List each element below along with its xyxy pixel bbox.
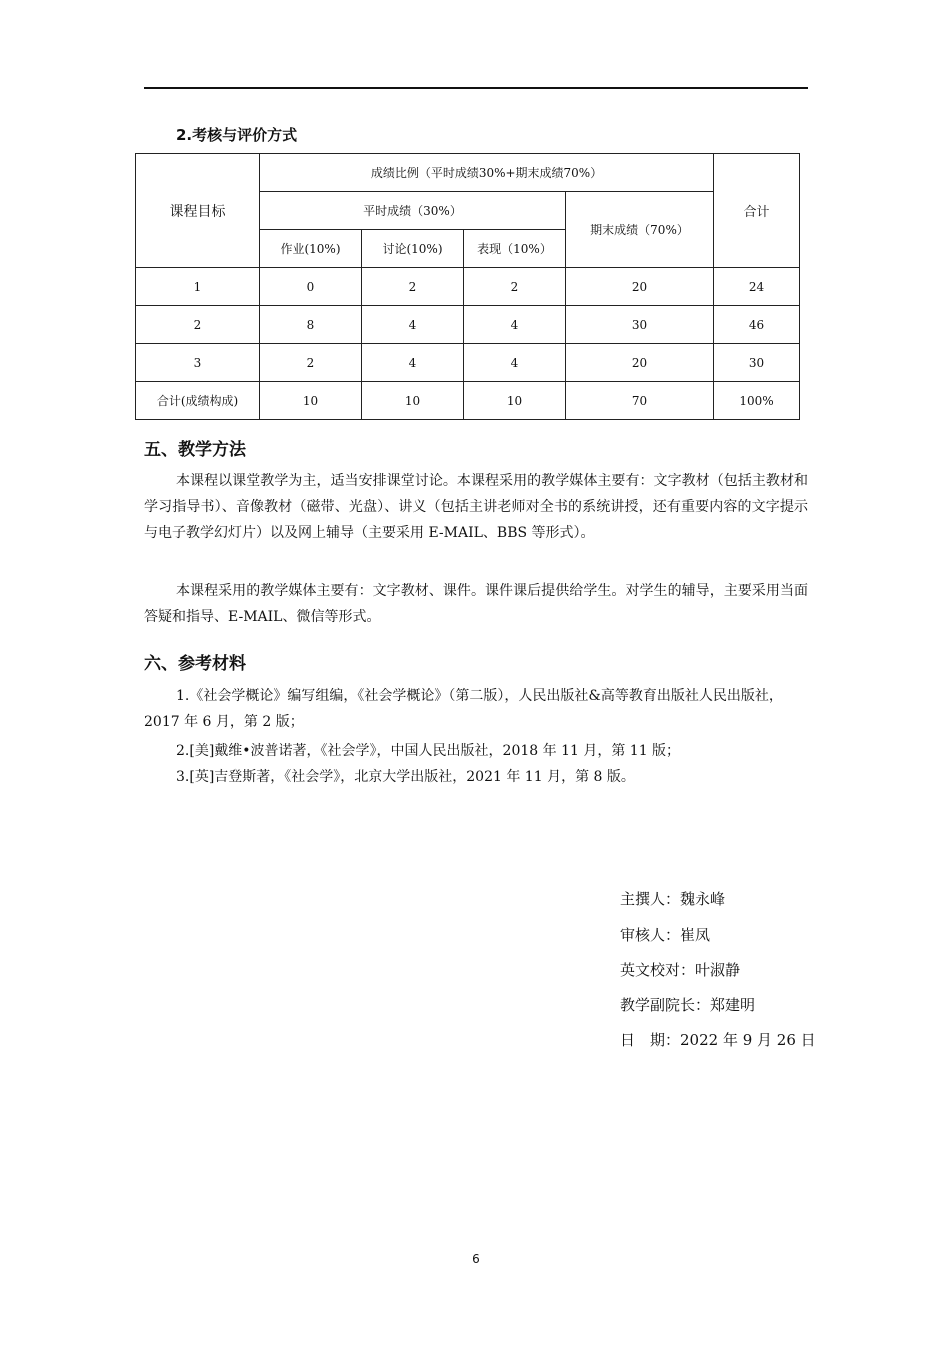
assessment-subheading: 2.考核与评价方式 <box>176 126 298 144</box>
table-cell: 100% <box>714 382 800 420</box>
assessment-table <box>135 153 800 420</box>
table-cell: 8 <box>260 306 362 344</box>
table-cell: 4 <box>464 344 566 382</box>
header-rule <box>144 87 808 89</box>
page-number: 6 <box>472 1252 480 1266</box>
table-cell: 24 <box>714 268 800 306</box>
table-cell: 2 <box>362 268 464 306</box>
table-cell: 2 <box>136 306 260 344</box>
table-row <box>136 268 800 306</box>
table-cell: 10 <box>464 382 566 420</box>
table-cell: 20 <box>566 344 714 382</box>
table-cell: 70 <box>566 382 714 420</box>
table-cell: 30 <box>566 306 714 344</box>
table-cell: 3 <box>136 344 260 382</box>
table-cell: 2 <box>260 344 362 382</box>
table-cell: 46 <box>714 306 800 344</box>
performance-header: 表现（10%） <box>464 230 566 268</box>
ratio-header: 成绩比例（平时成绩30%+期末成绩70%） <box>260 154 714 192</box>
date-line: 日 期：2022 年 9 月 26 日 <box>620 1031 816 1049</box>
english-proofreader-line: 英文校对：叶淑静 <box>620 961 741 979</box>
regular-score-header: 平时成绩（30%） <box>260 192 566 230</box>
table-corner-header: 课程目标 <box>136 154 260 268</box>
table-row <box>136 344 800 382</box>
section-five-heading: 五、教学方法 <box>144 440 246 460</box>
table-row-total <box>136 382 800 420</box>
teaching-method-paragraph-1: 本课程以课堂教学为主，适当安排课堂讨论。本课程采用的教学媒体主要有：文字教材（包括主教材和学习指导书）、音像教材（磁带、光盘）、讲义（包括主讲老师对全书的系统讲授，还有重要内容的文字提示与电子教学幻灯片）以及网上辅导（主要采用 E-MAIL、BBS 等形式）。 <box>144 473 808 541</box>
reference-item-1: 1.《社会学概论》编写组编，《社会学概论》（第二版），人民出版社&高等教育出版社人民出版社，2017 年 6 月，第 2 版； <box>144 688 783 730</box>
table-cell: 10 <box>362 382 464 420</box>
table-cell: 4 <box>362 306 464 344</box>
table-cell: 1 <box>136 268 260 306</box>
table-cell: 合计(成绩构成) <box>136 382 260 420</box>
homework-header: 作业(10%) <box>260 230 362 268</box>
author-line: 主撰人：魏永峰 <box>620 890 726 908</box>
table-cell: 0 <box>260 268 362 306</box>
table-cell: 4 <box>362 344 464 382</box>
reviewer-line: 审核人：崔凤 <box>620 926 711 944</box>
table-cell: 30 <box>714 344 800 382</box>
teaching-method-paragraph-2: 本课程采用的教学媒体主要有：文字教材、课件。课件课后提供给学生。对学生的辅导，主要采用当面答疑和指导、E-MAIL、微信等形式。 <box>144 583 808 625</box>
table-cell: 4 <box>464 306 566 344</box>
table-cell: 20 <box>566 268 714 306</box>
vice-dean-line: 教学副院长：郑建明 <box>620 996 756 1014</box>
table-cell: 2 <box>464 268 566 306</box>
discussion-header: 讨论(10%) <box>362 230 464 268</box>
table-cell: 10 <box>260 382 362 420</box>
reference-item-3: 3.[英]吉登斯著，《社会学》，北京大学出版社，2021 年 11 月，第 8 版。 <box>176 769 635 785</box>
final-score-header: 期末成绩（70%） <box>566 192 714 268</box>
section-six-heading: 六、参考材料 <box>144 654 246 674</box>
total-header: 合计 <box>714 154 800 268</box>
table-row <box>136 306 800 344</box>
reference-item-2: 2.[美]戴维•波普诺著，《社会学》，中国人民出版社，2018 年 11 月，第 11 版； <box>176 743 681 759</box>
